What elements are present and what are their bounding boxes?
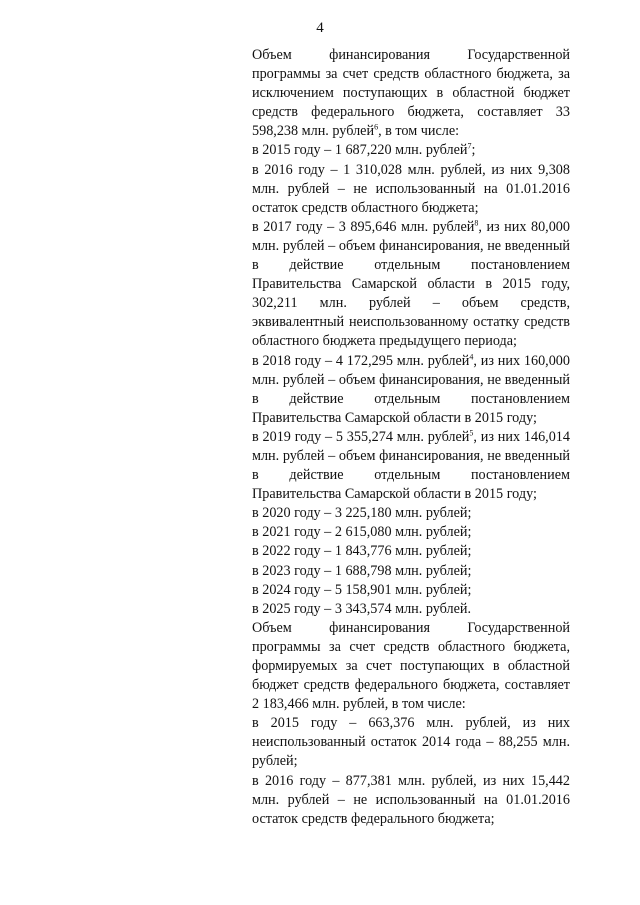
paragraph-year-2023: в 2023 году – 1 688,798 млн. рублей; [252, 562, 472, 579]
page-number: 4 [316, 20, 324, 36]
document-body [252, 46, 570, 829]
paragraph-tail: , из них 146,014 млн. рублей – объем финансирования, не введенный в действие отдельным постановлением Правительства Самарской области в 2015 году; [252, 428, 570, 503]
paragraph-year-2024: в 2024 году – 5 158,901 млн. рублей; [252, 581, 472, 598]
paragraph-tail: , из них 80,000 млн. рублей – объем финансирования, не введенный в действие отдельным постановлением Правительства Самарской области в 2015 году, 302,211 млн. рублей – объем средств, эквивалентный неиспользованному остатку средств областного бюджета предыдущего периода; [252, 218, 570, 350]
paragraph-federal-year-2016: в 2016 году – 877,381 млн. рублей, из них 15,442 млн. рублей – не использованный на 01.01.2016 остаток средств федерального бюджета; [252, 772, 570, 827]
paragraph-year-2019 [252, 428, 570, 504]
paragraph-text: в 2017 году – 3 895,646 млн. рублей [252, 218, 475, 235]
paragraph-tail: , в том числе: [378, 123, 460, 140]
footnote-marker: 6 [374, 122, 379, 132]
paragraph-year-2018 [252, 352, 570, 428]
paragraph-year-2021: в 2021 году – 2 615,080 млн. рублей; [252, 524, 472, 541]
paragraph-tail: ; [471, 142, 476, 159]
footnote-marker: 4 [469, 351, 474, 361]
paragraph-year-2015 [252, 141, 570, 160]
paragraph-tail: , из них 160,000 млн. рублей – объем финансирования, не введенный в действие отдельным постановлением Правительства Самарской области в 2015 году; [252, 352, 570, 426]
footnote-marker: 8 [474, 218, 479, 228]
paragraph-year-2016: в 2016 году – 1 310,028 млн. рублей, из них 9,308 млн. рублей – не использованный на 01.01.2016 остаток средств областного бюджета; [252, 161, 570, 216]
paragraph-text: Объем финансирования Государственной программы за счет средств областного бюджета, за исключением поступающих в областной бюджет средств федерального бюджета, составляет 33 598,238 млн. рублей [252, 47, 570, 140]
paragraph-text: в 2019 году – 5 355,274 млн. рублей [252, 428, 470, 445]
paragraph-text: в 2015 году – 1 687,220 млн. рублей [252, 142, 468, 159]
paragraph-regional-budget-total [252, 46, 570, 141]
paragraph-federal-funds-total: Объем финансирования Государственной программы за счет средств областного бюджета, формируемых за счет поступающих в областной бюджет средств федерального бюджета, составляет 2 183,466 млн. рублей, в том числе: [252, 619, 570, 713]
paragraph-federal-year-2015: в 2015 году – 663,376 млн. рублей, из них неиспользованный остаток 2014 года – 88,255 млн. рублей; [252, 715, 570, 770]
footnote-marker: 5 [469, 428, 474, 438]
paragraph-year-2020: в 2020 году – 3 225,180 млн. рублей; [252, 505, 472, 522]
paragraph-year-2017 [252, 218, 570, 352]
paragraph-year-2025: в 2025 году – 3 343,574 млн. рублей. [252, 600, 472, 617]
footnote-marker: 7 [467, 141, 472, 151]
paragraph-text: в 2018 году – 4 172,295 млн. рублей [252, 352, 470, 369]
paragraph-year-2022: в 2022 году – 1 843,776 млн. рублей; [252, 543, 472, 560]
